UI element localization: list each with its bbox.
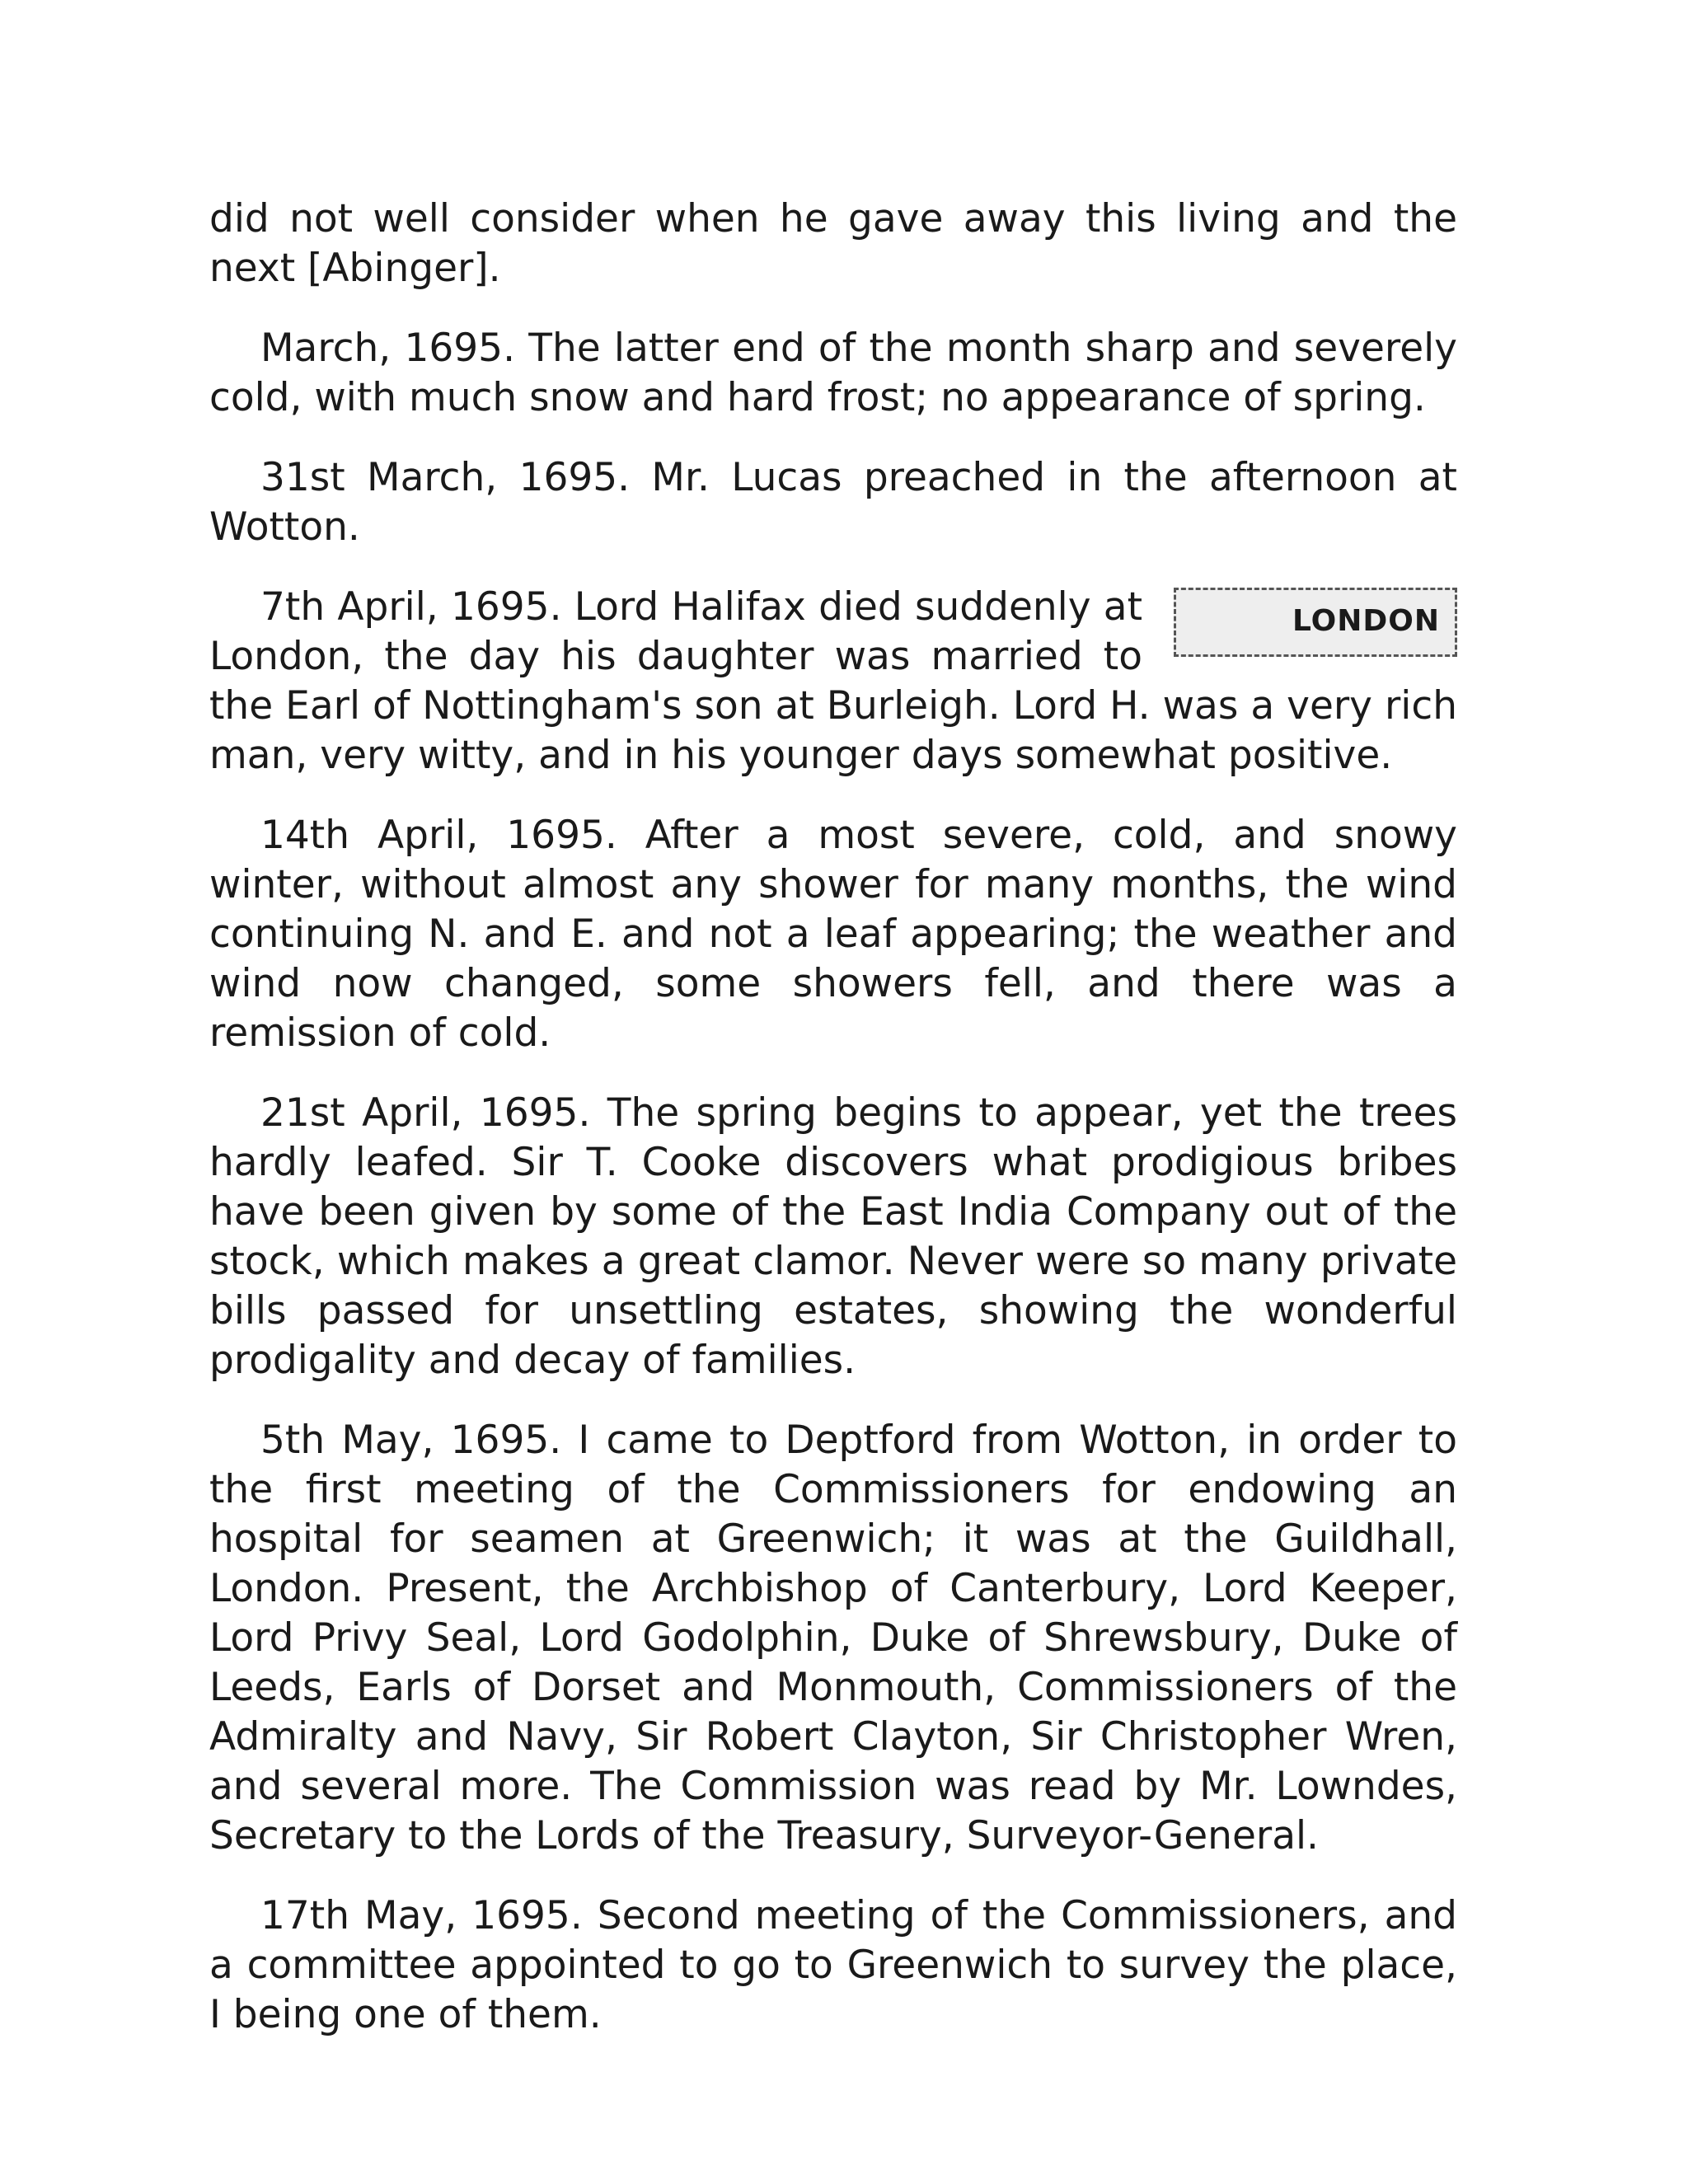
- paragraph-continuation: did not well consider when he gave away this living and the next [Abinger].: [209, 196, 1457, 291]
- paragraph-14th-april-1695: 14th April, 1695. After a most severe, cold, and snowy winter, without almost any shower for many months, the wind continuing N. and E. and not a leaf appearing; the weather and wind now changed, some showers fell, and there was a remission of cold.: [209, 813, 1457, 1056]
- page-body: [209, 194, 1457, 2070]
- paragraph-5th-may-1695: 5th May, 1695. I came to Deptford from Wotton, in order to the first meeting of the Commissioners for endowing an hospital for seamen at Greenwich; it was at the Guildhall, London. Present, the Archbishop of Canterbury, Lord Keeper, Lord Privy Seal, Lord Godolphin, Duke of Shrewsbury, Duke of Leeds, Earls of Dorset and Monmouth, Commissioners of the Admiralty and Navy, Sir Robert Clayton, Sir Christopher Wren, and several more. The Commission was read by Mr. Lowndes, Secretary to the Lords of the Treasury, Surveyor-General.: [209, 1418, 1457, 1858]
- paragraph-31st-march-1695: 31st March, 1695. Mr. Lucas preached in the afternoon at Wotton.: [209, 455, 1457, 550]
- sidenote-label: LONDON: [1292, 604, 1440, 638]
- paragraph-7th-april-1695: 7th April, 1695. Lord Halifax died suddenly at London, the day his daughter was married to the Earl of Nottingham's son at Burleigh. Lord H. was a very rich man, very witty, and in his younger days somewhat positive.: [209, 584, 1457, 778]
- paragraph-march-1695: March, 1695. The latter end of the month sharp and severely cold, with much snow and hard frost; no appearance of spring.: [209, 326, 1457, 420]
- paragraph-7th-april-block: [209, 583, 1457, 780]
- sidenote-box: [1174, 588, 1457, 657]
- paragraph-17th-may-1695: 17th May, 1695. Second meeting of the Commissioners, and a committee appointed to go to Greenwich to survey the place, I being one of them.: [209, 1893, 1457, 2037]
- paragraph-21st-april-1695: 21st April, 1695. The spring begins to appear, yet the trees hardly leafed. Sir T. Cooke discovers what prodigious bribes have been given by some of the East India Company out of the stock, which makes a great clamor. Never were so many private bills passed for unsettling estates, showing the wonderful prodigality and decay of families.: [209, 1090, 1457, 1383]
